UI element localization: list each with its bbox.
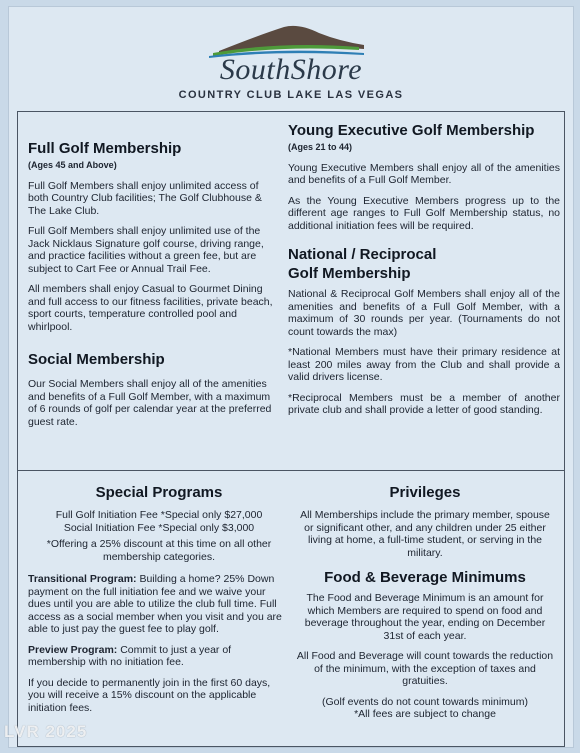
section-divider xyxy=(18,470,564,471)
brand-name: SouthShore xyxy=(219,53,363,86)
national-p3: *Reciprocal Members must be a member of another private club and shall provide a letter of good standing. xyxy=(288,391,560,416)
left-lower-column xyxy=(28,484,290,722)
brochure-sheet xyxy=(8,6,574,748)
food-p2: All Food and Beverage will count towards the reduction of the minimum, with the exception of taxes and gratuities. xyxy=(296,650,554,687)
national-title-line2: Golf Membership xyxy=(288,265,411,282)
preview-discount: If you decide to permanently join in the first 60 days, you will receive a 15% discount on the applicable initiation fees. xyxy=(28,676,271,714)
social-p1: Our Social Members shall enjoy all of the amenities and benefits of a Full Golf Member, with a maximum of 6 rounds of golf per calendar year at the preferred guest rate. xyxy=(28,378,272,428)
listing-watermark: LVR 2025 xyxy=(4,722,88,741)
privileges-p1: All Memberships include the primary member, spouse or significant other, and any children under 25 either living at home, a full-time student, or serving in the military. xyxy=(300,509,550,559)
food-p4: *All fees are subject to change xyxy=(354,708,496,720)
full-golf-p1: Full Golf Members shall enjoy unlimited access of both Country Club facilities; The Golf Clubhouse & The Lake Club. xyxy=(28,179,262,217)
transitional-label: Transitional Program: xyxy=(28,573,137,585)
right-upper-column xyxy=(288,122,560,425)
discount-note: *Offering a 25% discount at this time on all other membership categories. xyxy=(46,538,272,563)
national-title-line1: National / Reciprocal xyxy=(288,246,437,263)
full-golf-title: Full Golf Membership xyxy=(28,140,182,157)
full-golf-p2: Full Golf Members shall enjoy unlimited use of the Jack Nicklaus Signature golf course, driving range, and practice facilities without a green fee, but are subject to Cart Fee or Annual Trail Fee. xyxy=(28,225,264,275)
food-p3: (Golf events do not count towards minimum) xyxy=(321,695,528,708)
full-golf-p3: All members shall enjoy Casual to Gourmet Dining and full access to our fitness facilities, private beach, sport courts, temperature controlled pool and whirlpool. xyxy=(28,283,273,333)
left-upper-column xyxy=(28,140,278,436)
food-beverage-title: Food & Beverage Minimums xyxy=(324,569,526,586)
social-title: Social Membership xyxy=(28,351,165,368)
full-golf-subtitle: (Ages 45 and Above) xyxy=(28,160,117,170)
transitional-program xyxy=(28,573,290,636)
tagline: COUNTRY CLUB LAKE LAS VEGAS xyxy=(178,89,404,101)
preview-program xyxy=(28,644,290,669)
food-p1: The Food and Beverage Minimum is an amount for which Members are required to spend on food and beverage throughout the year, ending on December 31st of each year. xyxy=(304,592,546,642)
national-p1: National & Reciprocal Golf Members shall enjoy all of the amenities and benefits of a Full Golf Member, with a maximum of 30 rounds per year. (Tournaments do not count towards the max) xyxy=(288,288,560,338)
special-programs-title: Special Programs xyxy=(95,484,223,501)
right-lower-column xyxy=(294,484,556,729)
social-fee: Social Initiation Fee *Special only $3,000 xyxy=(63,521,255,534)
privileges-title: Privileges xyxy=(389,484,461,501)
preview-label: Preview Program: xyxy=(28,643,118,656)
young-exec-p2: As the Young Executive Members progress up to the different age ranges to Full Golf Membership status, no additional initiation fees will be required. xyxy=(288,194,560,232)
young-exec-title: Young Executive Golf Membership xyxy=(288,122,535,139)
content-frame xyxy=(17,111,565,747)
national-p2: *National Members must have their primary residence at least 200 miles away from the Club and shall provide a valid drivers license. xyxy=(288,346,560,383)
young-exec-p1: Young Executive Members shall enjoy all of the amenities and benefits of a Full Golf Member. xyxy=(288,161,560,186)
header xyxy=(9,7,573,107)
transitional-text: Building a home? 25% Down payment on the full initiation fee and we waive your dues until you are able to utilize the club full time. Full access as a social member when you visit and you are able to just pay the guest fee to play golf. xyxy=(28,573,282,635)
full-golf-fee: Full Golf Initiation Fee *Special only $27,000 xyxy=(55,509,263,521)
young-exec-subtitle: (Ages 21 to 44) xyxy=(288,142,353,152)
preview-text: Commit to just a year of membership with no initiation fee. xyxy=(28,643,232,668)
